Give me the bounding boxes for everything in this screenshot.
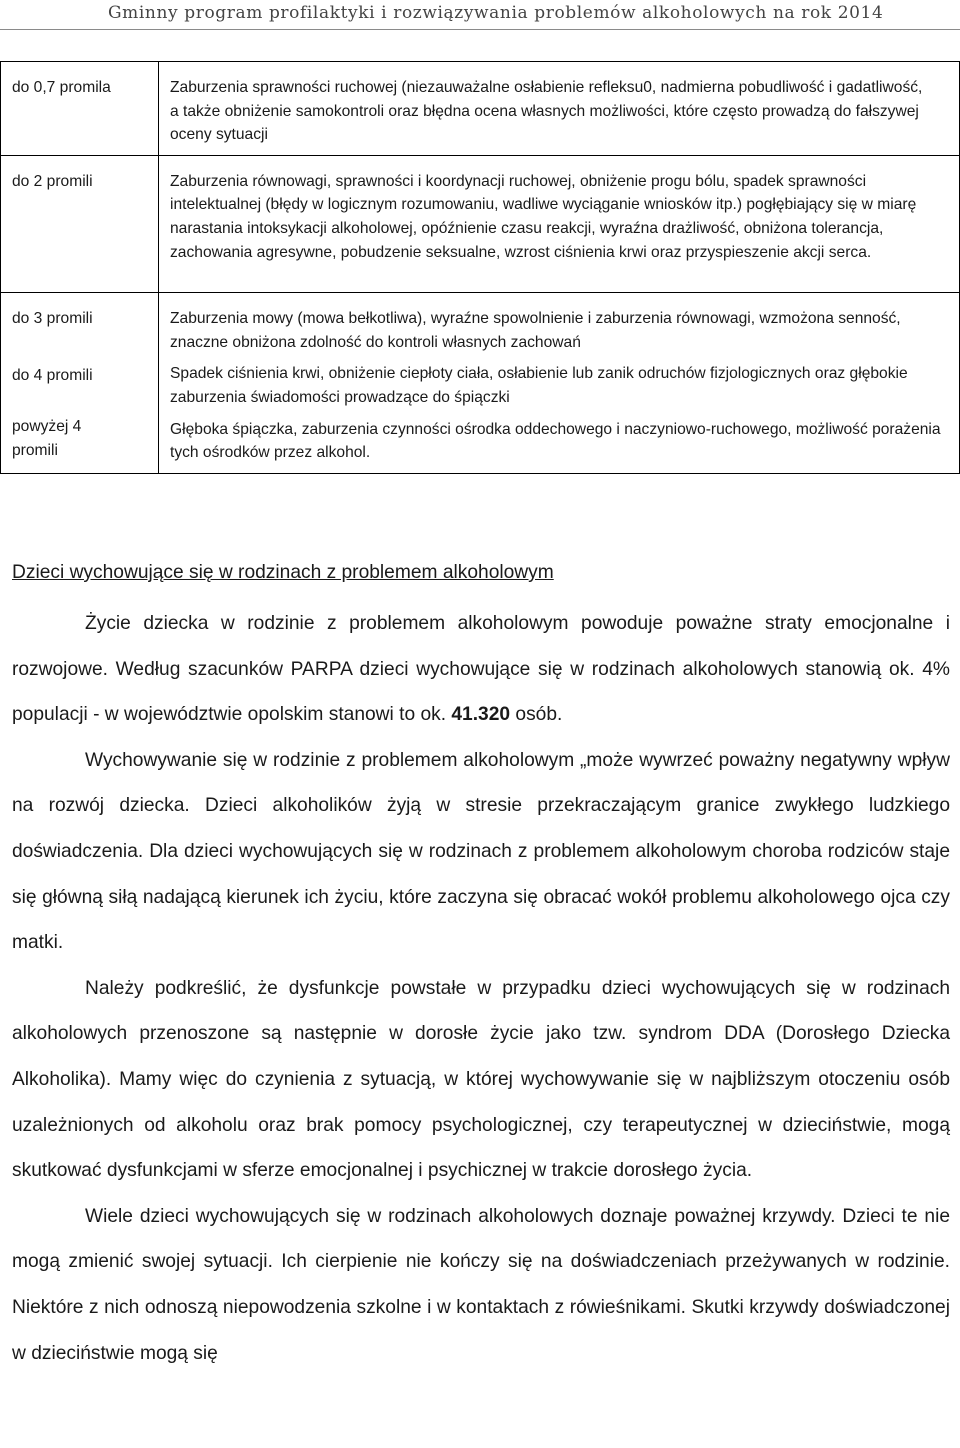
bac-level: do 3 promili xyxy=(12,310,93,328)
table-row xyxy=(1,62,960,156)
effect-cell xyxy=(159,155,960,292)
effect-description: Głęboka śpiączka, zaburzenia czynności ośrodka oddechowego i naczyniowo-ruchowego, możliwość porażenia tych ośrodków przez alkohol. xyxy=(170,420,941,462)
highlighted-number: 41.320 xyxy=(451,704,511,726)
effect-description: Zaburzenia sprawności ruchowej (niezauważalne osłabienie refleksu0, nadmierna pobudliwość i gadatliwość, a także obniżenie samokontroli oraz błędna ocena własnych możliwości, które często prowadzą do fałszywej oceny sytuacji xyxy=(170,79,923,144)
bac-level: do 4 promili xyxy=(12,366,93,384)
table-row xyxy=(1,293,960,474)
bac-level: do 2 promili xyxy=(12,172,93,190)
paragraph: Wiele dzieci wychowujących się w rodzinach alkoholowych doznaje poważnej krzywdy. Dzieci te nie mogą zmienić swojej sytuacji. Ich cierpienie nie kończy się na doświadczeniach przeżywanych w rodzinie. Niektóre z nich odnoszą niepowodzenia szkolne i w kontaktach z rówieśnikami. Skutki krzywdy doświadczonej w dzieciństwie mogą się xyxy=(12,1205,950,1364)
bac-level-cell xyxy=(1,293,159,474)
bac-level: do 0,7 promila xyxy=(12,79,111,96)
paragraph: Wychowywanie się w rodzinie z problemem alkoholowym „może wywrzeć poważny negatywny wpływ na rozwój dziecka. Dzieci alkoholików żyją w stresie przekraczającym granice zwykłego ludzkiego doświadczenia. Dla dzieci wychowujących się w rodzinach z problemem alkoholowym choroba rodziców staje się główną siłą nadającą kierunek ich życiu, które zaczyna się obracać wokół problemu alkoholowego ojca czy matki. xyxy=(12,749,950,954)
bac-level-cell xyxy=(1,155,159,292)
paragraph: Należy podkreślić, że dysfunkcje powstałe w przypadku dzieci wychowujących się w rodzinach alkoholowych przenoszone są następnie w dorosłe życie jako tzw. syndrom DDA (Dorosłego Dziecka Alkoholika). Mamy więc do czynienia z sytuacją, w której wychowywanie się w najbliższym otoczeniu osób uzależnionych od alkoholu oraz brak pomocy psychologicznej, czy terapeutycznej w dzieciństwie, mogą skutkować dysfunkcjami w sferze emocjonalnej i psychicznej w trakcie dorosłego życia. xyxy=(12,977,950,1182)
effect-cell xyxy=(159,293,960,474)
effect-description: Zaburzenia mowy (mowa bełkotliwa), wyraźne spowolnienie i zaburzenia równowagi, wzmożona senność, znaczne obniżona zdolność do kontroli własnych zachowań xyxy=(170,310,901,351)
effect-description: Zaburzenia równowagi, sprawności i koordynacji ruchowej, obniżenie progu bólu, spadek sprawności intelektualnej (błędy w logicznym rozumowaniu, wadliwe wyciąganie wniosków itp.) pogłębiający się w miarę narastania intoksykacji alkoholowej, opóźnienie czasu reakcji, wyraźna drażliwość, obniżona tolerancja, zachowania agresywne, pobudzenie seksualne, wzrost ciśnienia krwi oraz przyspieszenie akcji serca. xyxy=(170,172,917,261)
bac-effects-table xyxy=(0,61,960,474)
effect-cell xyxy=(159,62,960,156)
paragraph xyxy=(12,601,950,738)
running-header: Gminny program profilaktyki i rozwiązywania problemów alkoholowych na rok 2014 xyxy=(0,0,960,30)
article xyxy=(12,557,950,1376)
section-heading: Dzieci wychowujące się w rodzinach z problemem alkoholowym xyxy=(12,562,554,583)
paragraph-text: Życie dziecka w rodzinie z problemem alkoholowym powoduje poważne straty emocjonalne i rozwojowe. Według szacunków PARPA dzieci wychowujące się w rodzinach alkoholowych stanowią ok. 4% populacji - w województwie opolskim stanowi to ok. xyxy=(12,613,950,726)
effect-description: Spadek ciśnienia krwi, obniżenie ciepłoty ciała, osłabienie lub zanik odruchów fizjologicznych oraz głębokie zaburzenia świadomości prowadzące do śpiączki xyxy=(170,365,908,406)
bac-level: powyżej 4 promili xyxy=(12,418,82,459)
paragraph-text: osób. xyxy=(510,704,563,726)
bac-level-cell xyxy=(1,62,159,156)
table-row xyxy=(1,155,960,292)
